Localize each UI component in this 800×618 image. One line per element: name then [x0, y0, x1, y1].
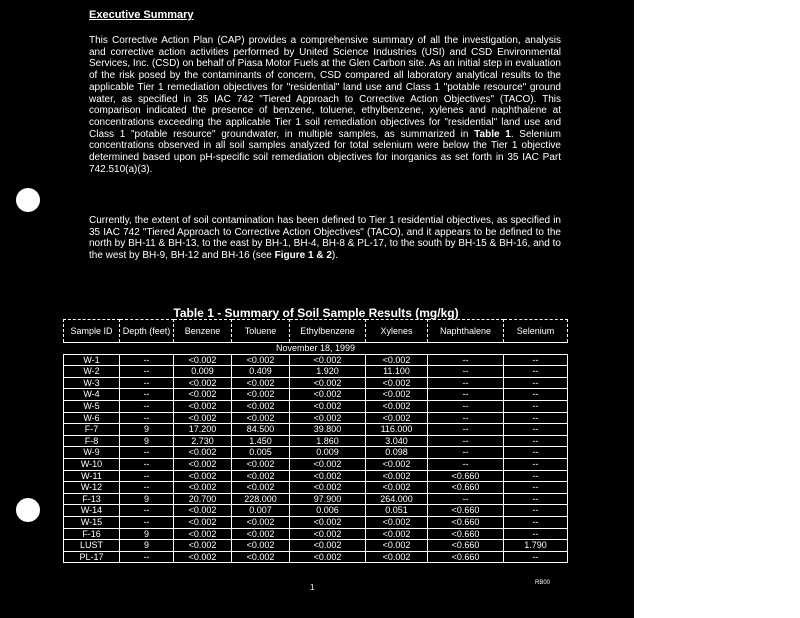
table-cell: <0.002: [366, 389, 428, 401]
table-cell: <0.002: [174, 447, 232, 459]
table-cell: 1.920: [290, 366, 366, 378]
table-cell: W-15: [64, 516, 120, 528]
table-cell: F-13: [64, 493, 120, 505]
table-cell: --: [504, 424, 568, 436]
table-cell: <0.660: [428, 505, 504, 517]
table-cell: <0.660: [428, 540, 504, 552]
table-cell: <0.002: [366, 528, 428, 540]
table-cell: --: [504, 354, 568, 366]
table-cell: <0.002: [174, 412, 232, 424]
table-cell: --: [504, 551, 568, 563]
table-cell: <0.002: [290, 377, 366, 389]
table-cell: <0.002: [366, 458, 428, 470]
column-header: Sample ID: [64, 320, 120, 343]
table-cell: <0.002: [232, 400, 290, 412]
table-cell: 1.450: [232, 435, 290, 447]
table-cell: --: [120, 377, 174, 389]
table-cell: --: [120, 412, 174, 424]
table-cell: 264.000: [366, 493, 428, 505]
table-cell: 39.800: [290, 424, 366, 436]
table-row: [64, 424, 568, 436]
table-cell: 9: [120, 435, 174, 447]
table-cell: --: [428, 493, 504, 505]
punch-hole: [16, 188, 40, 212]
table-reference: Table 1: [474, 128, 511, 140]
table-cell: <0.002: [174, 528, 232, 540]
table-cell: W-1: [64, 354, 120, 366]
table-cell: <0.002: [290, 400, 366, 412]
table-cell: <0.660: [428, 482, 504, 494]
table-cell: 0.009: [290, 447, 366, 459]
table-cell: <0.002: [174, 505, 232, 517]
table-row: [64, 354, 568, 366]
table-cell: --: [428, 389, 504, 401]
table-header-row: [64, 320, 568, 343]
table-cell: 0.098: [366, 447, 428, 459]
table-cell: 0.409: [232, 366, 290, 378]
table-row: [64, 377, 568, 389]
table-cell: 0.051: [366, 505, 428, 517]
page-number: 1: [310, 583, 315, 592]
table-row: [64, 458, 568, 470]
table-cell: --: [428, 412, 504, 424]
table-cell: W-10: [64, 458, 120, 470]
table-cell: 0.006: [290, 505, 366, 517]
table-cell: --: [428, 458, 504, 470]
table-row: [64, 412, 568, 424]
table-cell: <0.002: [366, 412, 428, 424]
table-cell: <0.002: [290, 540, 366, 552]
table-cell: 1.790: [504, 540, 568, 552]
table-cell: <0.002: [174, 389, 232, 401]
table-row: [64, 389, 568, 401]
table-cell: F-16: [64, 528, 120, 540]
section-heading: Executive Summary: [89, 9, 194, 21]
table-cell: <0.002: [290, 528, 366, 540]
table-row: [64, 447, 568, 459]
table-cell: <0.002: [366, 516, 428, 528]
table-cell: 0.007: [232, 505, 290, 517]
table-cell: PL-17: [64, 551, 120, 563]
table-cell: <0.002: [232, 470, 290, 482]
table-cell: <0.002: [366, 551, 428, 563]
table-cell: --: [504, 516, 568, 528]
table-cell: <0.002: [174, 516, 232, 528]
table-cell: --: [504, 366, 568, 378]
bates-stamp: RB00: [535, 580, 551, 586]
table-cell: <0.660: [428, 470, 504, 482]
table-cell: <0.002: [232, 551, 290, 563]
table-cell: 11.100: [366, 366, 428, 378]
table-cell: <0.002: [366, 377, 428, 389]
table-cell: --: [120, 470, 174, 482]
table-cell: W-6: [64, 412, 120, 424]
table-cell: --: [120, 516, 174, 528]
table-cell: 9: [120, 424, 174, 436]
table-cell: <0.002: [290, 482, 366, 494]
table-title: Table 1 - Summary of Soil Sample Results (mg/kg): [173, 306, 459, 320]
table-cell: 0.005: [232, 447, 290, 459]
sampling-date: November 18, 1999: [64, 343, 568, 355]
table-cell: <0.660: [428, 551, 504, 563]
table-cell: <0.002: [290, 412, 366, 424]
table-cell: W-3: [64, 377, 120, 389]
table-cell: --: [504, 389, 568, 401]
table-cell: --: [504, 505, 568, 517]
table-cell: --: [504, 412, 568, 424]
punch-hole: [16, 498, 40, 522]
table-cell: <0.002: [232, 540, 290, 552]
table-cell: <0.002: [232, 528, 290, 540]
table-cell: <0.002: [174, 551, 232, 563]
table-cell: --: [504, 377, 568, 389]
table-cell: --: [120, 447, 174, 459]
table-cell: 116.000: [366, 424, 428, 436]
table-row: [64, 516, 568, 528]
table-cell: --: [120, 354, 174, 366]
table-cell: --: [120, 458, 174, 470]
table-cell: --: [120, 505, 174, 517]
column-header: Toluene: [232, 320, 290, 343]
table-cell: W-5: [64, 400, 120, 412]
table-cell: --: [428, 366, 504, 378]
table-cell: 20.700: [174, 493, 232, 505]
table-cell: <0.002: [232, 354, 290, 366]
table-row: [64, 505, 568, 517]
table-cell: <0.002: [174, 377, 232, 389]
table-cell: <0.002: [366, 354, 428, 366]
table-row: [64, 435, 568, 447]
table-cell: --: [504, 447, 568, 459]
table-cell: 3.040: [366, 435, 428, 447]
table-cell: <0.002: [366, 482, 428, 494]
table-cell: <0.002: [174, 400, 232, 412]
table-cell: <0.002: [232, 458, 290, 470]
table-cell: 228.000: [232, 493, 290, 505]
figure-reference: Figure 1 & 2: [274, 250, 332, 262]
column-header: Xylenes: [366, 320, 428, 343]
table-cell: W-2: [64, 366, 120, 378]
column-header: Ethylbenzene: [290, 320, 366, 343]
table-cell: W-11: [64, 470, 120, 482]
table-cell: F-8: [64, 435, 120, 447]
table-cell: 84.500: [232, 424, 290, 436]
table-cell: 97.900: [290, 493, 366, 505]
table-cell: --: [120, 389, 174, 401]
table-cell: --: [504, 470, 568, 482]
table-cell: 1.860: [290, 435, 366, 447]
table-cell: --: [120, 482, 174, 494]
table-row: [64, 482, 568, 494]
table-cell: --: [504, 400, 568, 412]
table-cell: <0.002: [232, 412, 290, 424]
table-cell: 17.200: [174, 424, 232, 436]
table-cell: --: [120, 366, 174, 378]
table-cell: <0.002: [366, 540, 428, 552]
table-cell: --: [428, 400, 504, 412]
summary-paragraph-1: This Corrective Action Plan (CAP) provides a comprehensive summary of all the investigation, analysis and corrective action activities performed by United Science Industries (USI) and CSD Environmental Services, Inc. (CSD) on behalf of Piasa Motor Fuels at the Glen Carbon site. As an initial step in evaluation of the risk posed by the contaminants of concern, CSD compared all laboratory analytical results to the applicable Tier 1 remediation objectives for "residential" land use and Class 1 "potable resource" ground water, as specified in 35 IAC 742 "Tiered Approach to Corrective Action Objectives" (TACO). This comparison indicated the presence of benzene, toluene, ethylbenzene, xylenes and naphthalene at concentrations exceeding the applicable Tier 1 soil remediation objectives for "residential" land use and Class 1 "potable resource" groundwater, in multiple samples, as summarized in Table 1. Selenium concentrations observed in all soil samples analyzed for total selenium were below the Tier 1 objective determined based upon pH-specific soil remediation objectives for inorganics as set forth in 35 IAC Part 742.510(a)(3).: [89, 35, 561, 175]
table-cell: --: [504, 458, 568, 470]
table-cell: W-12: [64, 482, 120, 494]
table-cell: --: [120, 551, 174, 563]
table-row: [64, 366, 568, 378]
table-cell: <0.002: [366, 470, 428, 482]
table-cell: LUST: [64, 540, 120, 552]
date-row: [64, 343, 568, 355]
table-cell: --: [428, 354, 504, 366]
table-cell: --: [504, 435, 568, 447]
table-cell: --: [428, 447, 504, 459]
table-cell: <0.002: [174, 458, 232, 470]
soil-results-table: [63, 319, 568, 563]
table-cell: 9: [120, 493, 174, 505]
table-cell: <0.002: [366, 400, 428, 412]
table-cell: --: [504, 482, 568, 494]
table-cell: --: [504, 493, 568, 505]
table-cell: <0.002: [290, 458, 366, 470]
table-cell: 2.730: [174, 435, 232, 447]
table-cell: <0.002: [290, 354, 366, 366]
table-cell: <0.660: [428, 516, 504, 528]
table-cell: W-9: [64, 447, 120, 459]
table-cell: --: [428, 377, 504, 389]
table-cell: 0.009: [174, 366, 232, 378]
table-row: [64, 528, 568, 540]
table-cell: 9: [120, 528, 174, 540]
summary-paragraph-2: Currently, the extent of soil contamination has been defined to Tier 1 residential objectives, as specified in 35 IAC 742 "Tiered Approach to Corrective Action Objectives" (TACO), and it appears to be defined to the north by BH-11 & BH-13, to the east by BH-1, BH-4, BH-8 & PL-17, to the south by BH-15 & BH-16, and to the west by BH-9, BH-12 and BH-16 (see Figure 1 & 2).: [89, 215, 561, 262]
table-cell: <0.002: [232, 482, 290, 494]
table-row: [64, 400, 568, 412]
table-cell: <0.660: [428, 528, 504, 540]
table-cell: <0.002: [232, 389, 290, 401]
table-cell: <0.002: [174, 482, 232, 494]
table-cell: --: [428, 424, 504, 436]
column-header: Naphthalene: [428, 320, 504, 343]
table-cell: <0.002: [290, 516, 366, 528]
column-header: Depth (feet): [120, 320, 174, 343]
table-cell: --: [504, 528, 568, 540]
table-cell: 9: [120, 540, 174, 552]
table-cell: <0.002: [290, 470, 366, 482]
table-row: [64, 493, 568, 505]
table-cell: <0.002: [174, 540, 232, 552]
table-cell: W-14: [64, 505, 120, 517]
table-cell: <0.002: [290, 551, 366, 563]
table-cell: <0.002: [174, 354, 232, 366]
column-header: Benzene: [174, 320, 232, 343]
table-cell: <0.002: [290, 389, 366, 401]
table-cell: --: [120, 400, 174, 412]
table-cell: <0.002: [232, 377, 290, 389]
table-cell: W-4: [64, 389, 120, 401]
table-row: [64, 551, 568, 563]
column-header: Selenium: [504, 320, 568, 343]
table-cell: --: [428, 435, 504, 447]
table-cell: <0.002: [174, 470, 232, 482]
table-row: [64, 540, 568, 552]
table-cell: F-7: [64, 424, 120, 436]
table-row: [64, 470, 568, 482]
table-cell: <0.002: [232, 516, 290, 528]
